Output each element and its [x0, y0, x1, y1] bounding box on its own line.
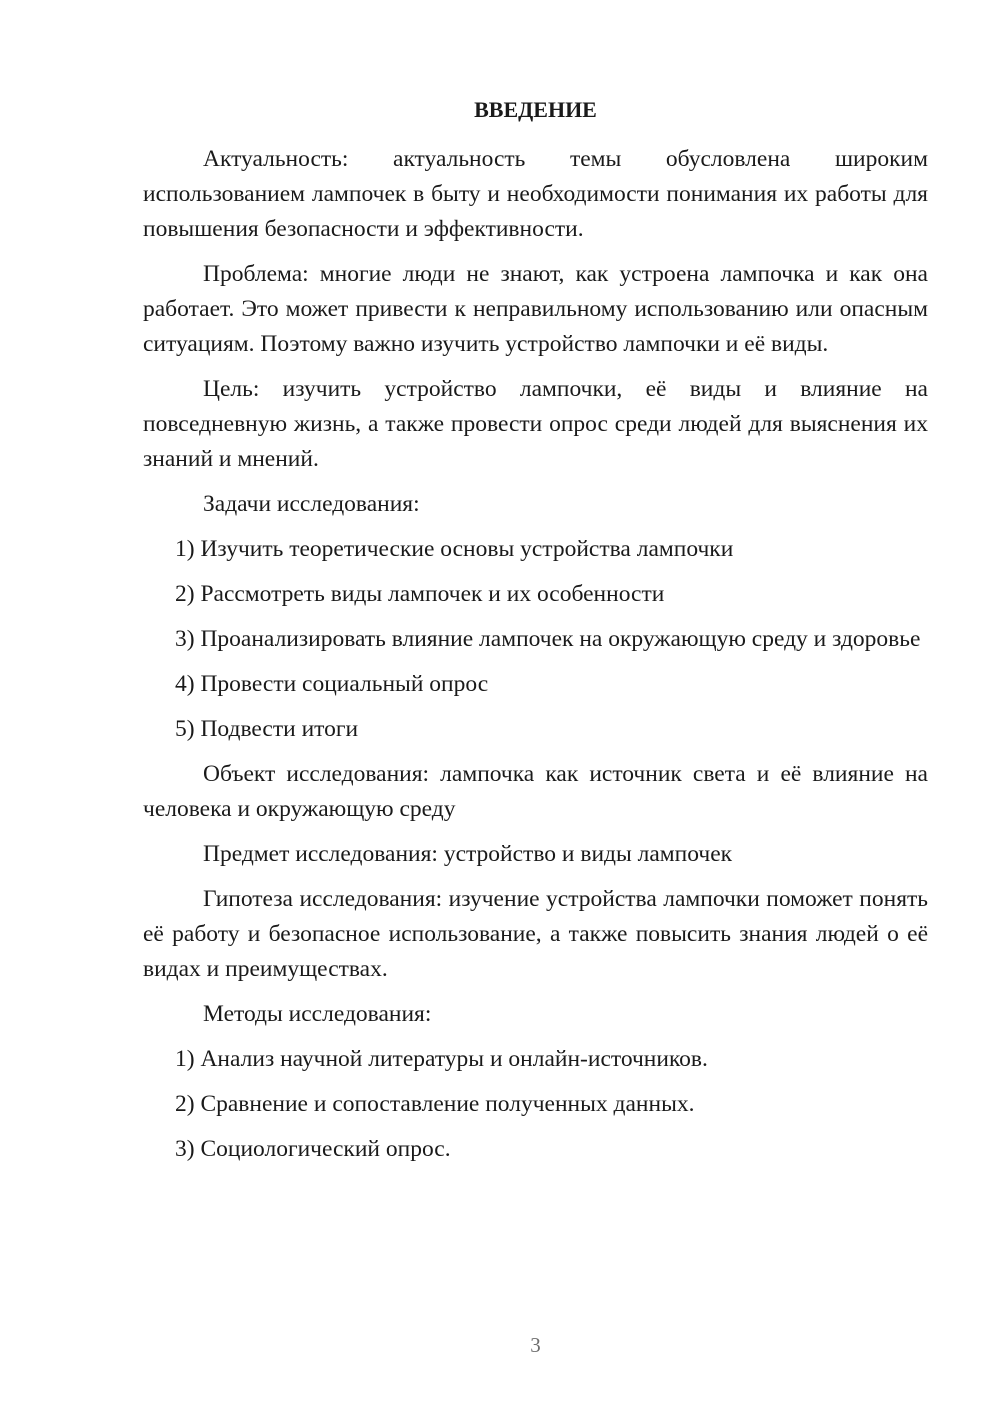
page-number: 3 — [530, 1333, 541, 1357]
task-item: 1) Изучить теоретические основы устройства лампочки — [175, 536, 734, 562]
section-heading: ВВЕДЕНИЕ — [474, 97, 597, 122]
goal-paragraph: Цель: изучить устройство лампочки, её виды и влияние на повседневную жизнь, а также провести опрос среди людей для выяснения их знаний и мнений. — [143, 376, 928, 472]
relevance-paragraph: Актуальность: актуальность темы обусловлена широким использованием лампочек в быту и необходимости понимания их работы для повышения безопасности и эффективности. — [143, 146, 928, 242]
document-page — [143, 0, 928, 1414]
methods-title: Методы исследования: — [203, 1001, 432, 1027]
body-text — [143, 142, 928, 1177]
object-paragraph: Объект исследования: лампочка как источник света и её влияние на человека и окружающую среду — [143, 761, 928, 822]
subject-paragraph: Предмет исследования: устройство и виды лампочек — [203, 841, 733, 867]
task-item: 4) Провести социальный опрос — [175, 671, 489, 697]
method-item: 2) Сравнение и сопоставление полученных данных. — [175, 1091, 695, 1117]
task-item: 3) Проанализировать влияние лампочек на окружающую среду и здоровье — [175, 626, 921, 652]
task-item: 5) Подвести итоги — [175, 716, 359, 742]
tasks-title: Задачи исследования: — [203, 491, 420, 517]
method-item: 3) Социологический опрос. — [175, 1136, 451, 1162]
problem-paragraph: Проблема: многие люди не знают, как устроена лампочка и как она работает. Это может привести к неправильному использованию или опасным ситуациям. Поэтому важно изучить устройство лампочки и её виды. — [143, 261, 928, 357]
method-item: 1) Анализ научной литературы и онлайн-источников. — [175, 1046, 708, 1072]
hypothesis-paragraph: Гипотеза исследования: изучение устройства лампочки поможет понять её работу и безопасное использование, а также повысить знания людей о её видах и преимуществах. — [143, 886, 928, 982]
task-item: 2) Рассмотреть виды лампочек и их особенности — [175, 581, 665, 607]
